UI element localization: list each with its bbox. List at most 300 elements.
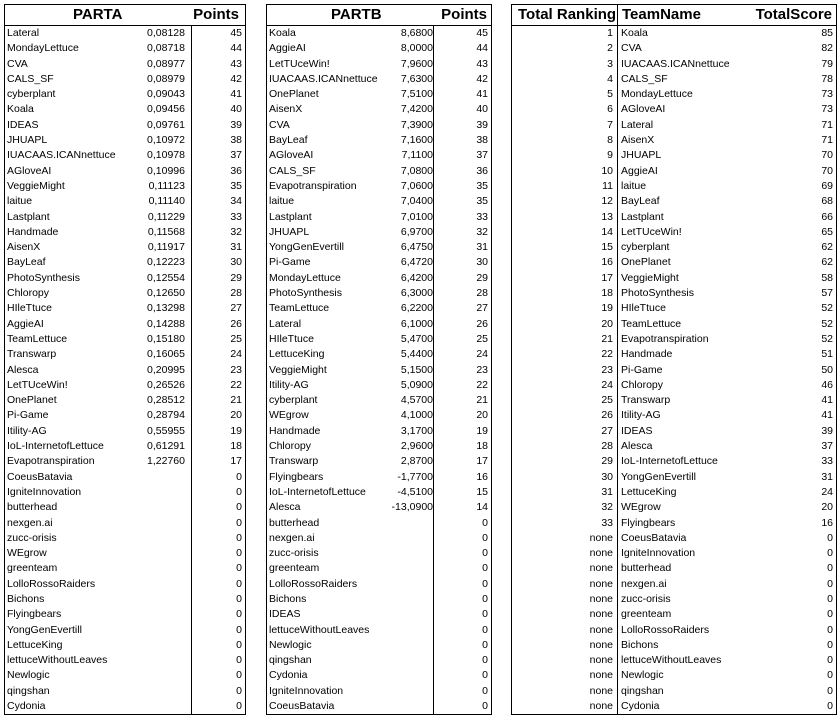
total-rank: 2 — [607, 42, 613, 55]
total-row — [512, 164, 836, 179]
total-row — [512, 317, 836, 332]
total-score: 37 — [821, 440, 833, 453]
total-team-name: Newlogic — [621, 669, 664, 682]
total-score: 82 — [821, 42, 833, 55]
total-team-name: BayLeaf — [621, 195, 660, 208]
total-score: 0 — [827, 577, 833, 590]
partb-row — [267, 500, 491, 515]
parta-points: 18 — [230, 440, 242, 453]
total-rank: none — [589, 638, 613, 651]
parta-value: 0,08128 — [147, 27, 185, 39]
parta-team-name: Alesca — [7, 363, 39, 376]
total-rank: 30 — [601, 470, 613, 483]
partb-points: 0 — [482, 516, 488, 529]
partb-rows — [267, 26, 491, 714]
parta-team-name: Lastplant — [7, 210, 50, 223]
parta-table — [4, 4, 246, 715]
partb-points: 42 — [476, 72, 488, 85]
parta-points: 0 — [236, 516, 242, 529]
partb-points-header: Points — [441, 6, 487, 23]
partb-row — [267, 317, 491, 332]
total-row — [512, 255, 836, 270]
partb-team-name: JHUAPL — [269, 225, 310, 238]
total-score: 58 — [821, 271, 833, 284]
parta-points: 0 — [236, 684, 242, 697]
parta-row — [5, 592, 245, 607]
parta-team-name: Handmade — [7, 225, 59, 238]
parta-row — [5, 286, 245, 301]
partb-value: 2,9600 — [400, 440, 433, 453]
partb-points: 0 — [482, 547, 488, 560]
total-row — [512, 347, 836, 362]
parta-row — [5, 561, 245, 576]
parta-row — [5, 41, 245, 56]
parta-team-name: IgniteInnovation — [7, 485, 82, 498]
total-row — [512, 623, 836, 638]
total-rank: none — [589, 700, 613, 713]
partb-team-name: IgniteInnovation — [269, 684, 344, 697]
parta-value: 0,11917 — [147, 241, 185, 254]
parta-row — [5, 500, 245, 515]
partb-team-name: LettuceKing — [269, 348, 325, 361]
partb-points: 27 — [476, 302, 488, 315]
partb-row — [267, 470, 491, 485]
partb-team-name: lettuceWithoutLeaves — [269, 623, 370, 636]
partb-value: -13,0900 — [391, 501, 433, 514]
total-team-name: Flyingbears — [621, 516, 676, 529]
parta-points: 32 — [230, 225, 242, 238]
parta-team-name: Lateral — [7, 27, 40, 39]
partb-value: 6,3000 — [400, 287, 433, 300]
parta-team-name: Chloropy — [7, 287, 50, 300]
total-rank: 19 — [601, 302, 613, 315]
parta-team-name: Transwarp — [7, 348, 57, 361]
partb-points: 33 — [476, 210, 488, 223]
total-team-name: CALS_SF — [621, 72, 668, 85]
total-rank: 21 — [601, 332, 613, 345]
parta-points: 25 — [230, 332, 242, 345]
total-team-name: WEgrow — [621, 501, 661, 514]
partb-points: 14 — [476, 501, 488, 514]
partb-team-name: IoL-InternetofLettuce — [269, 485, 366, 498]
total-team-name: butterhead — [621, 562, 672, 575]
partb-row — [267, 393, 491, 408]
partb-row — [267, 148, 491, 163]
total-rank: none — [589, 608, 613, 621]
total-row — [512, 210, 836, 225]
parta-team-name: PhotoSynthesis — [7, 271, 80, 284]
partb-value: 6,2200 — [400, 302, 433, 315]
total-rank: 5 — [607, 88, 613, 101]
total-team-name: Alesca — [621, 440, 653, 453]
parta-row — [5, 301, 245, 316]
partb-row — [267, 271, 491, 286]
total-rank: 20 — [601, 317, 613, 330]
total-rank: 23 — [601, 363, 613, 376]
partb-table — [266, 4, 492, 715]
parta-team-name: Evapotranspiration — [7, 455, 95, 468]
partb-value: -4,5100 — [397, 485, 433, 498]
parta-value: 0,16065 — [147, 348, 185, 361]
total-score: 62 — [821, 256, 833, 269]
partb-value: 5,4400 — [400, 348, 433, 361]
parta-row — [5, 133, 245, 148]
total-row — [512, 179, 836, 194]
partb-row — [267, 454, 491, 469]
parta-row — [5, 638, 245, 653]
parta-points: 30 — [230, 256, 242, 269]
total-rows — [512, 26, 836, 714]
partb-team-name: Bichons — [269, 592, 307, 605]
parta-points: 44 — [230, 42, 242, 55]
parta-value: 0,09456 — [147, 103, 185, 116]
parta-team-name: Flyingbears — [7, 608, 62, 621]
partb-team-name: Lastplant — [269, 210, 312, 223]
parta-row — [5, 470, 245, 485]
parta-row — [5, 347, 245, 362]
total-row — [512, 363, 836, 378]
total-row — [512, 225, 836, 240]
partb-row — [267, 684, 491, 699]
parta-row — [5, 408, 245, 423]
partb-value: 8,6800 — [400, 27, 433, 39]
total-score: 46 — [821, 378, 833, 391]
total-rank: 14 — [601, 225, 613, 238]
parta-row — [5, 255, 245, 270]
partb-value: 7,0100 — [400, 210, 433, 223]
total-score: 78 — [821, 72, 833, 85]
partb-row — [267, 516, 491, 531]
total-rank: 4 — [607, 72, 613, 85]
parta-row — [5, 194, 245, 209]
total-rank: 33 — [601, 516, 613, 529]
partb-points: 23 — [476, 363, 488, 376]
partb-team-name: AGloveAI — [269, 149, 314, 162]
total-rank: 25 — [601, 394, 613, 407]
parta-row — [5, 363, 245, 378]
total-team-name: Lastplant — [621, 210, 664, 223]
parta-team-name: Cydonia — [7, 700, 46, 713]
parta-points: 36 — [230, 164, 242, 177]
parta-value: 0,10972 — [147, 134, 185, 147]
partb-value: 6,1000 — [400, 317, 433, 330]
total-row — [512, 194, 836, 209]
total-row — [512, 653, 836, 668]
partb-row — [267, 179, 491, 194]
parta-row — [5, 271, 245, 286]
total-rank: 22 — [601, 348, 613, 361]
parta-value: 0,08977 — [147, 57, 185, 70]
parta-row — [5, 72, 245, 87]
total-score: 73 — [821, 103, 833, 116]
total-row — [512, 133, 836, 148]
parta-value: 0,55955 — [147, 424, 185, 437]
total-score: 39 — [821, 424, 833, 437]
partb-points: 43 — [476, 57, 488, 70]
total-rank: 11 — [602, 179, 613, 192]
parta-points: 41 — [230, 88, 242, 101]
parta-row — [5, 668, 245, 683]
total-row — [512, 485, 836, 500]
parta-row — [5, 454, 245, 469]
partb-team-name: MondayLettuce — [269, 271, 341, 284]
partb-value: 6,4750 — [400, 241, 433, 254]
partb-row — [267, 485, 491, 500]
partb-row — [267, 439, 491, 454]
total-score: 51 — [821, 348, 833, 361]
parta-points: 21 — [230, 394, 242, 407]
total-row — [512, 332, 836, 347]
total-rank: 18 — [601, 287, 613, 300]
parta-points-header: Points — [193, 6, 239, 23]
partb-value: 7,6300 — [400, 72, 433, 85]
parta-value: 0,61291 — [147, 440, 185, 453]
partb-team-name: CoeusBatavia — [269, 700, 335, 713]
partb-row — [267, 164, 491, 179]
partb-points: 0 — [482, 608, 488, 621]
parta-points: 0 — [236, 485, 242, 498]
parta-value: 0,12650 — [147, 287, 185, 300]
total-score: 50 — [821, 363, 833, 376]
total-score: 52 — [821, 332, 833, 345]
parta-row — [5, 378, 245, 393]
total-rank: 8 — [607, 134, 613, 147]
partb-row — [267, 531, 491, 546]
total-team-name: LettuceKing — [621, 485, 677, 498]
partb-points: 22 — [476, 378, 488, 391]
partb-value: 4,1000 — [400, 409, 433, 422]
partb-points: 0 — [482, 669, 488, 682]
partb-team-name: HIleTtuce — [269, 332, 314, 345]
total-header-row — [512, 5, 836, 26]
partb-points: 16 — [476, 470, 488, 483]
total-team-name: TeamLettuce — [621, 317, 682, 330]
parta-team-name: JHUAPL — [7, 134, 48, 147]
total-rank: none — [589, 654, 613, 667]
parta-team-name: Bichons — [7, 592, 45, 605]
total-rank: 9 — [607, 149, 613, 162]
partb-value: 5,0900 — [400, 378, 433, 391]
parta-value: 0,13298 — [147, 302, 185, 315]
total-row — [512, 577, 836, 592]
total-team-name: Bichons — [621, 638, 659, 651]
total-team-name: greenteam — [621, 608, 672, 621]
partb-row — [267, 592, 491, 607]
parta-team-name: laitue — [7, 195, 33, 208]
partb-row — [267, 301, 491, 316]
total-rank: none — [589, 684, 613, 697]
partb-team-name: AggieAI — [269, 42, 306, 55]
total-rank: 7 — [607, 118, 613, 131]
total-score: 69 — [821, 179, 833, 192]
partb-points: 35 — [476, 179, 488, 192]
parta-team-name: zucc-orisis — [7, 531, 57, 544]
total-team-name: Chloropy — [621, 378, 664, 391]
parta-team-name: OnePlanet — [7, 394, 57, 407]
partb-value: 7,5100 — [400, 88, 433, 101]
parta-value: 0,11229 — [147, 210, 185, 223]
parta-row — [5, 393, 245, 408]
total-rank: 26 — [601, 409, 613, 422]
partb-points: 0 — [482, 638, 488, 651]
parta-value: 0,14288 — [147, 317, 185, 330]
partb-points: 0 — [482, 684, 488, 697]
parta-team-name: lettuceWithoutLeaves — [7, 654, 108, 667]
parta-team-name: MondayLettuce — [7, 42, 79, 55]
partb-row — [267, 332, 491, 347]
parta-points: 0 — [236, 531, 242, 544]
total-team-name: HIleTtuce — [621, 302, 666, 315]
parta-value: 0,10996 — [147, 164, 185, 177]
total-row — [512, 393, 836, 408]
partb-row — [267, 26, 491, 41]
parta-header-row — [5, 5, 245, 26]
parta-team-name: YongGenEvertill — [7, 623, 82, 636]
partb-points: 40 — [476, 103, 488, 116]
total-row — [512, 561, 836, 576]
parta-row — [5, 179, 245, 194]
parta-value: 0,15180 — [147, 332, 185, 345]
total-team-name: lettuceWithoutLeaves — [621, 654, 722, 667]
total-team-name: Itility-AG — [621, 409, 661, 422]
parta-points: 45 — [230, 27, 242, 39]
parta-team-name: AggieAI — [7, 317, 44, 330]
total-row — [512, 699, 836, 714]
partb-points: 36 — [476, 164, 488, 177]
total-team-name: Koala — [621, 27, 648, 39]
total-team-name: IDEAS — [621, 424, 653, 437]
total-rank: none — [589, 562, 613, 575]
partb-value: 7,1100 — [401, 149, 433, 162]
parta-row — [5, 102, 245, 117]
total-team-name: Handmade — [621, 348, 673, 361]
total-rank: 17 — [601, 271, 613, 284]
parta-team-name: HIleTtuce — [7, 302, 52, 315]
partb-points: 39 — [476, 118, 488, 131]
parta-row — [5, 57, 245, 72]
total-score: 33 — [821, 455, 833, 468]
parta-points: 0 — [236, 638, 242, 651]
partb-points: 44 — [476, 42, 488, 55]
total-team-name: LolloRossoRaiders — [621, 623, 710, 636]
partb-header-row — [267, 5, 491, 26]
parta-team-name: LolloRossoRaiders — [7, 577, 96, 590]
parta-row — [5, 607, 245, 622]
partb-row — [267, 577, 491, 592]
parta-row — [5, 87, 245, 102]
total-row — [512, 439, 836, 454]
partb-team-name: TeamLettuce — [269, 302, 330, 315]
partb-row — [267, 118, 491, 133]
partb-team-name: Flyingbears — [269, 470, 324, 483]
total-row — [512, 516, 836, 531]
partb-team-name: IDEAS — [269, 608, 301, 621]
total-row — [512, 607, 836, 622]
total-ranking-table — [511, 4, 837, 715]
partb-points: 21 — [476, 394, 488, 407]
total-team-name: CoeusBatavia — [621, 531, 687, 544]
total-rank: 29 — [601, 455, 613, 468]
parta-team-name: CALS_SF — [7, 72, 54, 85]
parta-points: 24 — [230, 348, 242, 361]
total-score: 0 — [827, 623, 833, 636]
parta-value: 0,10978 — [147, 149, 185, 162]
partb-value: 2,8700 — [400, 455, 433, 468]
partb-row — [267, 255, 491, 270]
partb-team-name: butterhead — [269, 516, 320, 529]
total-score: 0 — [827, 531, 833, 544]
parta-points: 31 — [230, 241, 242, 254]
partb-row — [267, 194, 491, 209]
total-rank: 12 — [601, 195, 613, 208]
total-team-name: Pi-Game — [621, 363, 663, 376]
total-score: 0 — [827, 592, 833, 605]
partb-team-name: laitue — [269, 195, 295, 208]
parta-row — [5, 485, 245, 500]
total-rank: 24 — [601, 378, 613, 391]
parta-points: 39 — [230, 118, 242, 131]
partb-points: 28 — [476, 287, 488, 300]
parta-team-name: cyberplant — [7, 88, 56, 101]
total-team-name: Lateral — [621, 118, 654, 131]
total-column-divider — [617, 5, 618, 714]
parta-team-name: CoeusBatavia — [7, 470, 73, 483]
partb-points: 26 — [476, 317, 488, 330]
partb-points: 0 — [482, 654, 488, 667]
total-score: 70 — [821, 164, 833, 177]
total-score: 52 — [821, 317, 833, 330]
total-row — [512, 546, 836, 561]
partb-points: 38 — [476, 134, 488, 147]
parta-points: 40 — [230, 103, 242, 116]
total-rank: none — [589, 669, 613, 682]
total-score: 73 — [821, 88, 833, 101]
partb-row — [267, 41, 491, 56]
total-score: 31 — [821, 470, 833, 483]
total-score: 71 — [821, 134, 833, 147]
parta-rows — [5, 26, 245, 714]
parta-team-name: Koala — [7, 103, 34, 116]
total-row — [512, 57, 836, 72]
total-team-name: laitue — [621, 179, 647, 192]
partb-team-name: BayLeaf — [269, 134, 308, 147]
total-score: 20 — [821, 501, 833, 514]
parta-team-name: Pi-Game — [7, 409, 49, 422]
partb-row — [267, 546, 491, 561]
partb-team-name: LetTUceWin! — [269, 57, 330, 70]
partb-team-name: cyberplant — [269, 394, 318, 407]
total-rank: 16 — [601, 256, 613, 269]
partb-row — [267, 408, 491, 423]
total-score: 0 — [827, 669, 833, 682]
partb-points: 0 — [482, 623, 488, 636]
parta-row — [5, 684, 245, 699]
parta-points: 20 — [230, 409, 242, 422]
parta-team-name: Itility-AG — [7, 424, 47, 437]
parta-row — [5, 225, 245, 240]
parta-team-name: AisenX — [7, 241, 41, 254]
parta-value: 0,20995 — [147, 363, 185, 376]
parta-row — [5, 148, 245, 163]
partb-row — [267, 638, 491, 653]
parta-points: 0 — [236, 592, 242, 605]
parta-team-name: BayLeaf — [7, 256, 46, 269]
parta-row — [5, 546, 245, 561]
partb-team-name: Chloropy — [269, 440, 312, 453]
total-team-name: VeggieMight — [621, 271, 679, 284]
parta-points: 43 — [230, 57, 242, 70]
partb-value: 3,1700 — [400, 424, 433, 437]
